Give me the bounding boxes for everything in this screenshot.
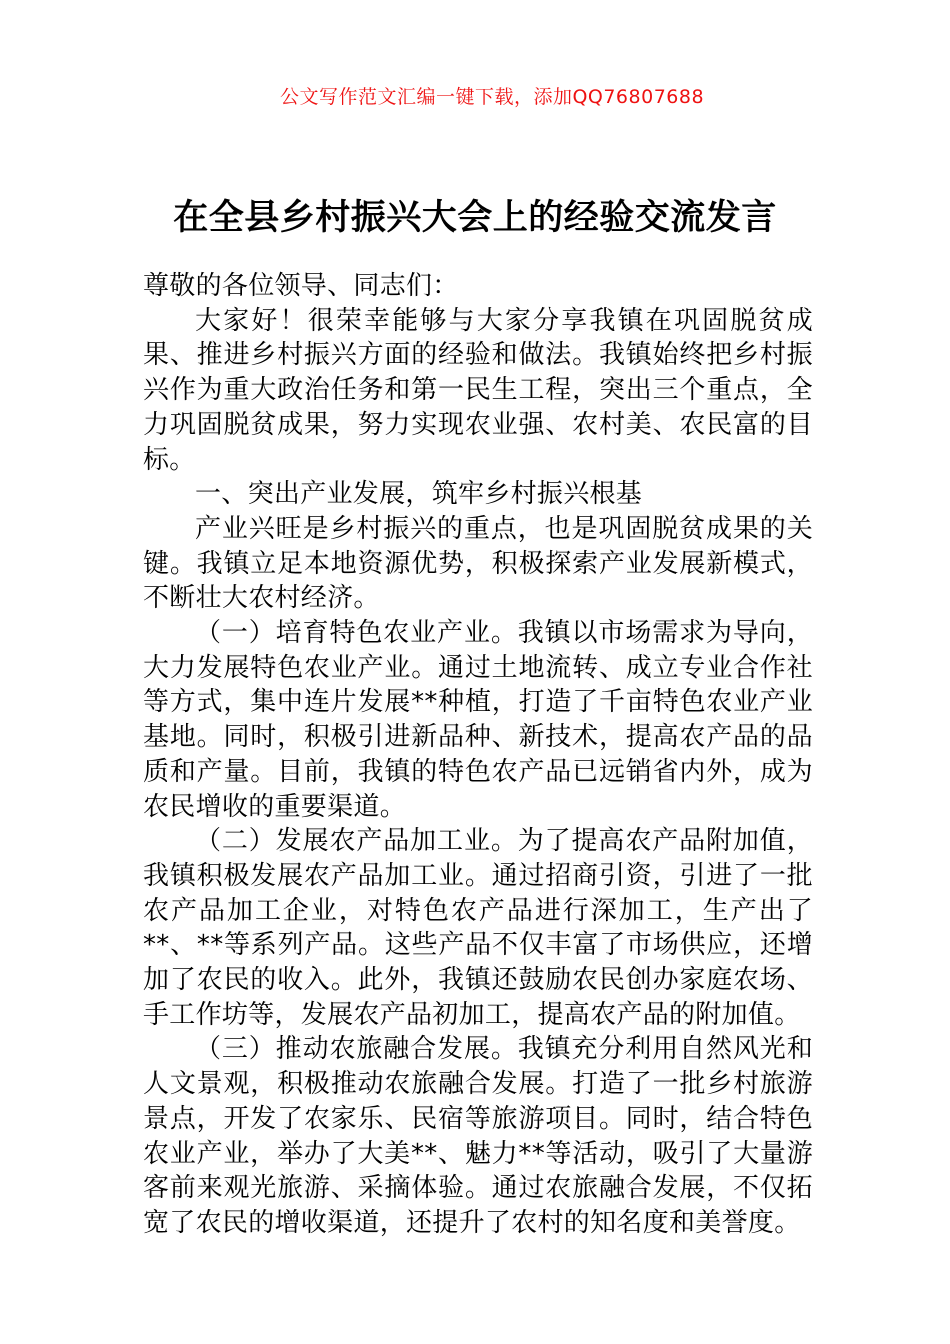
point-2-paragraph: （二）发展农产品加工业。为了提高农产品附加值，我镇积极发展农产品加工业。通过招商引资，引进了一批农产品加工企业，对特色农产品进行深加工，生产出了**、**等系列产品。这些产品不仅丰富了市场供应，还增加了农民的收入。此外，我镇还鼓励农民创办家庭农场、手工作坊等，发展农产品初加工，提高农产品的附加值。 [143,826,813,1030]
point-3-paragraph: （三）推动农旅融合发展。我镇充分利用自然风光和人文景观，积极推动农旅融合发展。打造了一批乡村旅游景点，开发了农家乐、民宿等旅游项目。同时，结合特色农业产业，举办了大美**、魅力**等活动，吸引了大量游客前来观光旅游、采摘体验。通过农旅融合发展，不仅拓宽了农民的增收渠道，还提升了农村的知名度和美誉度。 [143,1034,813,1238]
opening-paragraph: 大家好！很荣幸能够与大家分享我镇在巩固脱贫成果、推进乡村振兴方面的经验和做法。我镇始终把乡村振兴作为重大政治任务和第一民生工程，突出三个重点，全力巩固脱贫成果，努力实现农业强、农村美、农民富的目标。 [143,305,813,475]
document-body [143,269,813,1241]
promo-header-text: 公文写作范文汇编一键下载，添加QQ76807688 [279,86,705,108]
salutation: 尊敬的各位领导、同志们： [143,271,459,301]
section-1-intro: 产业兴旺是乡村振兴的重点，也是巩固脱贫成果的关键。我镇立足本地资源优势，积极探索产业发展新模式，不断壮大农村经济。 [143,513,813,614]
point-1-paragraph: （一）培育特色农业产业。我镇以市场需求为导向，大力发展特色农业产业。通过土地流转、成立专业合作社等方式，集中连片发展**种植，打造了千亩特色农业产业基地。同时，积极引进新品种、新技术，提高农产品的品质和产量。目前，我镇的特色农产品已远销省内外，成为农民增收的重要渠道。 [143,618,813,822]
document-title: 在全县乡村振兴大会上的经验交流发言 [173,198,777,239]
section-1-heading: 一、突出产业发展，筑牢乡村振兴根基 [195,479,643,510]
